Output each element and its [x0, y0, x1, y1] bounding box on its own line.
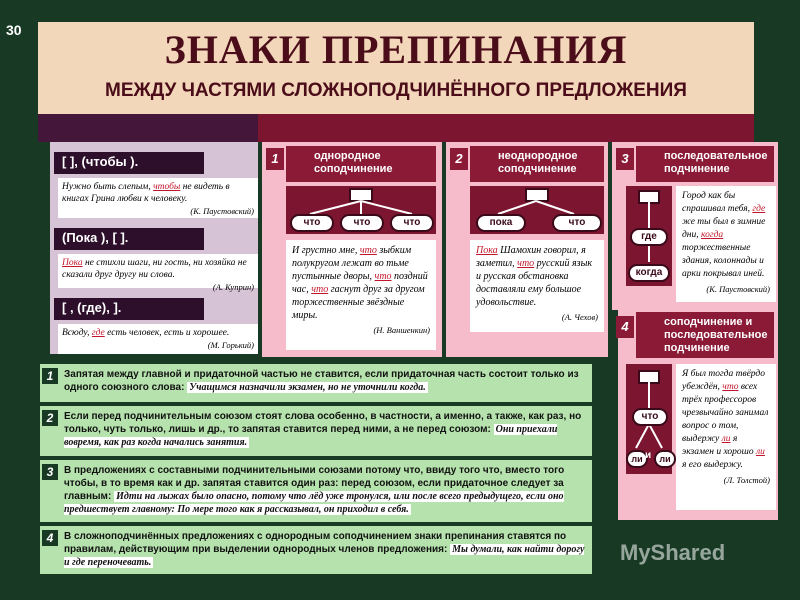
column-heading: однородное соподчинение [286, 146, 436, 182]
formula-1: [ ], (чтобы ). [54, 152, 204, 174]
rule-number: 3 [42, 464, 58, 480]
rule-4: В сложноподчинённых предложениях с однородным соподчинением знаки препинания ставятся по правилам, действующим при выделении однородных членов предложения: Мы думали, как найти дорогу и где переночевать. [40, 526, 592, 574]
column-number: 3 [616, 148, 634, 170]
watermark-logo: MyShared [620, 540, 726, 565]
page-title: ЗНАКИ ПРЕПИНАНИЯ [164, 27, 628, 72]
column-heading: соподчинение и последовательное подчинение [636, 312, 774, 358]
author: (А. Куприн) [212, 282, 254, 292]
column-heading: неоднородное соподчинение [470, 146, 604, 182]
author: (К. Паустовский) [190, 206, 254, 216]
column-3-example: Город как бы спрашивал тебя, где же ты был в зимние дни, когда торжественные здания, колоннады и арки покрывал иней. (К. Паустовский) [676, 186, 776, 302]
diagram-1: что что что [286, 186, 436, 234]
diagram-4: что ли и ли [626, 364, 672, 474]
example-3: Всюду, где есть человек, есть и хорошее. (М. Горький) [58, 324, 258, 354]
author: (М. Горький) [207, 340, 254, 350]
column-number: 4 [616, 316, 634, 338]
diagram-2: пока что [470, 186, 604, 234]
top-bar-left [38, 114, 258, 142]
diagram-3: где когда [626, 186, 672, 286]
rule-2: Если перед подчинительным союзом стоят слова особенно, в частности, а именно, а также, как раз, но только, чуть только, лишь и др., то запятая ставится перед ними, а не перед союзом: Они приехали вовремя, как раз когда начались занятия. [40, 406, 592, 456]
page-subtitle: МЕЖДУ ЧАСТЯМИ СЛОЖНОПОДЧИНЁННОГО ПРЕДЛОЖЕНИЯ [105, 80, 687, 101]
column-2-example: Пока Шамохин говорил, я заметил, что русский язык и русская обстановка доставляли ему большое удовольствие. (А. Чехов) [470, 240, 604, 332]
page-number: 30 [6, 22, 22, 38]
example-2: Пока не стихли шаги, ни гость, ни хозяйка не сказали друг другу ни слова. (А. Куприн) [58, 254, 258, 288]
formula-2: (Пока ), [ ]. [54, 228, 204, 250]
rule-3: В предложениях с составными подчинительными союзами потому что, ввиду того что, вместо того чтобы, в то время как и др. запятая ставится один раз: перед союзом, если придаточное следует за главным: Идти на лыжах было опасно, потому что лёд уже тронулся, или после всего предыдущего, если оно предшествует главному: По мере того как я рассказывал, он приходил в себя. [40, 460, 592, 522]
column-1-example: И грустно мне, что зыбким полукругом лежат во тьме пустынные дворы, что поздний час, что гаснут друг за другом торжественные звёздные миры. (Н. Ваншенкин) [286, 240, 436, 350]
column-number: 2 [450, 148, 468, 170]
title-band [38, 22, 754, 114]
column-heading: последовательное подчинение [636, 146, 774, 182]
example-1: Нужно быть слепым, чтобы не видеть в книгах Грина любви к человеку. (К. Паустовский) [58, 178, 258, 218]
column-4-example: Я был тогда твёрдо убеждён, что всех трёх профессоров чрезвычайно занимал вопрос о том, выдержу ли я экзамен и хорошо ли я его выдержу. (Л. Толстой) [676, 364, 776, 510]
rule-number: 2 [42, 410, 58, 426]
rule-number: 1 [42, 368, 58, 384]
rule-1: Запятая между главной и придаточной частью не ставится, если придаточная часть состоит только из одного союзного слова: Учащимся назначили экзамен, но не уточнили когда. [40, 364, 592, 402]
rule-number: 4 [42, 530, 58, 546]
formula-3: [ , (где), ]. [54, 298, 204, 320]
column-number: 1 [266, 148, 284, 170]
